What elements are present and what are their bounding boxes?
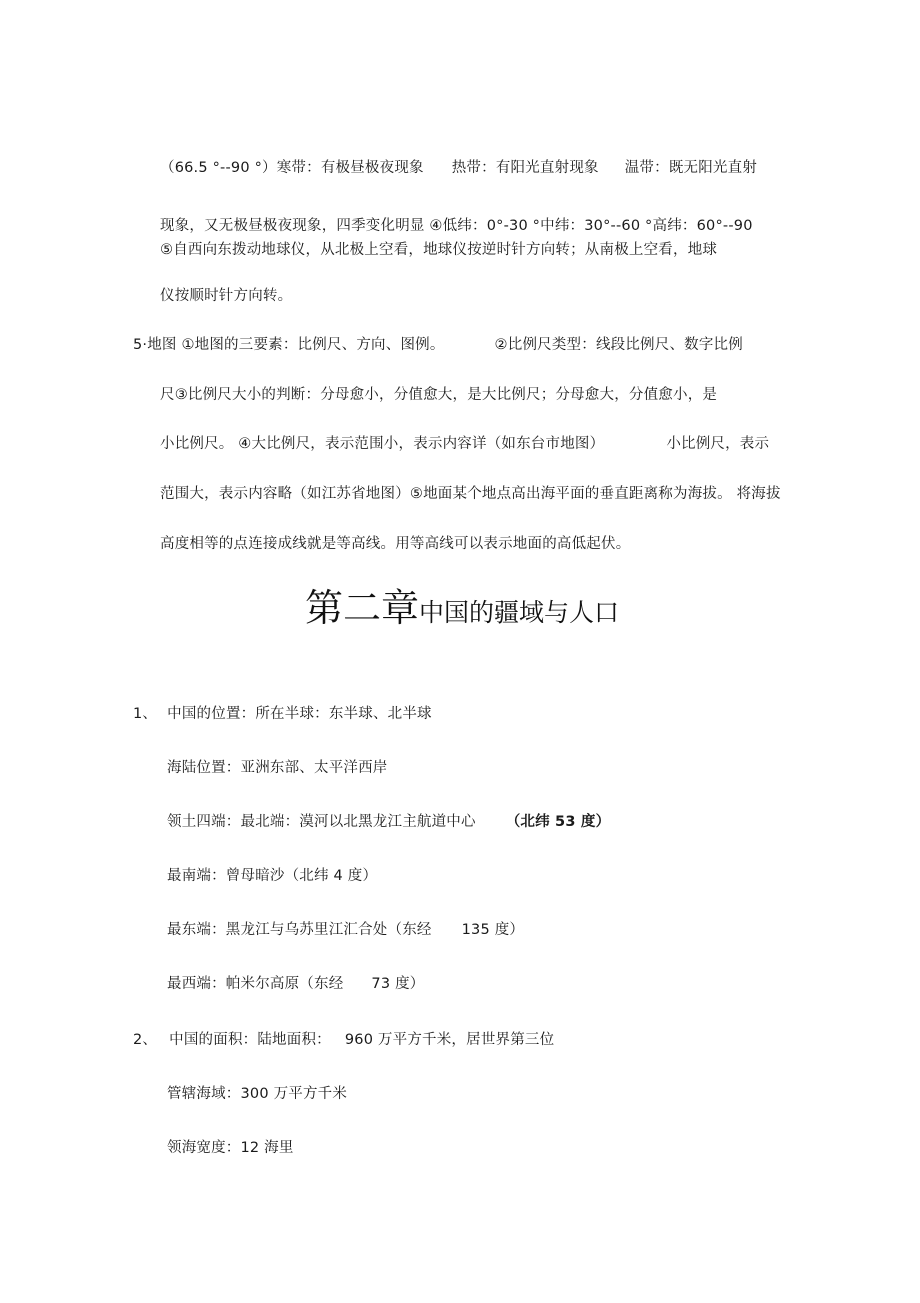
land-area-label: 中国的面积：陆地面积：	[169, 1032, 331, 1048]
map-line-2: 尺③比例尺大小的判断：分母愈小，分值愈大，是大比例尺；分母愈大，分值愈小，是	[160, 387, 718, 403]
item-1-number: 1、	[133, 706, 158, 722]
globe-rotation-line-2: 仪按顺时针方向转。	[160, 288, 293, 304]
chapter-title	[305, 586, 619, 638]
map-line-1	[133, 335, 743, 355]
scale-types-text: ②比例尺类型：线段比例尺、数字比例	[494, 337, 743, 353]
map-line-5: 高度相等的点连接成线就是等高线。用等高线可以表示地面的高低起伏。	[160, 536, 631, 552]
westernmost-text: 最西端：帕米尔高原（东经	[167, 976, 344, 992]
zone-temperate-text: 温带：既无阳光直射	[624, 160, 758, 176]
map-line-3	[160, 434, 769, 454]
china-item-2	[133, 1030, 554, 1050]
chapter-number: 第二章	[305, 586, 420, 630]
westernmost-longitude: 73 度）	[371, 976, 425, 992]
map-elements-text: 5·地图 ①地图的三要素：比例尺、方向、图例。	[133, 337, 445, 353]
globe-rotation-line: ⑤自西向东拨动地球仪，从北极上空看，地球仪按逆时针方向转；从南极上空看，地球	[160, 242, 718, 258]
sea-land-position: 海陆位置：亚洲东部、太平洋西岸	[167, 760, 388, 776]
easternmost-longitude: 135 度）	[461, 922, 525, 938]
westernmost-point	[167, 974, 424, 994]
northernmost-text: 领土四端：最北端：漠河以北黑龙江主航道中心	[167, 814, 476, 830]
northernmost-latitude: （北纬 53 度）	[505, 814, 611, 830]
zone-frigid-text: （66.5 °--90 °）寒带：有极昼极夜现象	[160, 160, 424, 176]
map-line-4: 范围大，表示内容略（如江苏省地图）⑤地面某个地点高出海平面的垂直距离称为海拔。 将海拔	[160, 486, 781, 502]
zone-tropical-text: 热带：有阳光直射现象	[451, 160, 599, 176]
sea-area: 管辖海域：300 万平方千米	[167, 1086, 348, 1102]
china-location-text: 中国的位置：所在半球：东半球、北半球	[167, 706, 432, 722]
zone-line-1	[160, 158, 757, 178]
large-scale-text: 小比例尺。 ④大比例尺，表示范围小，表示内容详（如东台市地图）	[160, 436, 605, 452]
territorial-sea-width: 领海宽度：12 海里	[167, 1140, 294, 1156]
easternmost-point	[167, 920, 524, 940]
china-item-1	[133, 704, 432, 724]
easternmost-text: 最东端：黑龙江与乌苏里江汇合处（东经	[167, 922, 432, 938]
southernmost-point: 最南端：曾母暗沙（北纬 4 度）	[167, 868, 378, 884]
item-2-number: 2、	[133, 1032, 158, 1048]
chapter-name: 中国的疆域与人口	[419, 598, 620, 627]
small-scale-text: 小比例尺，表示	[666, 436, 770, 452]
northernmost-point	[167, 812, 610, 832]
land-area-value: 960 万平方千米，居世界第三位	[344, 1032, 555, 1048]
zone-line-2: 现象，又无极昼极夜现象，四季变化明显 ④低纬：0°-30 °中纬：30°--60 °高纬：60°--90	[160, 218, 753, 234]
